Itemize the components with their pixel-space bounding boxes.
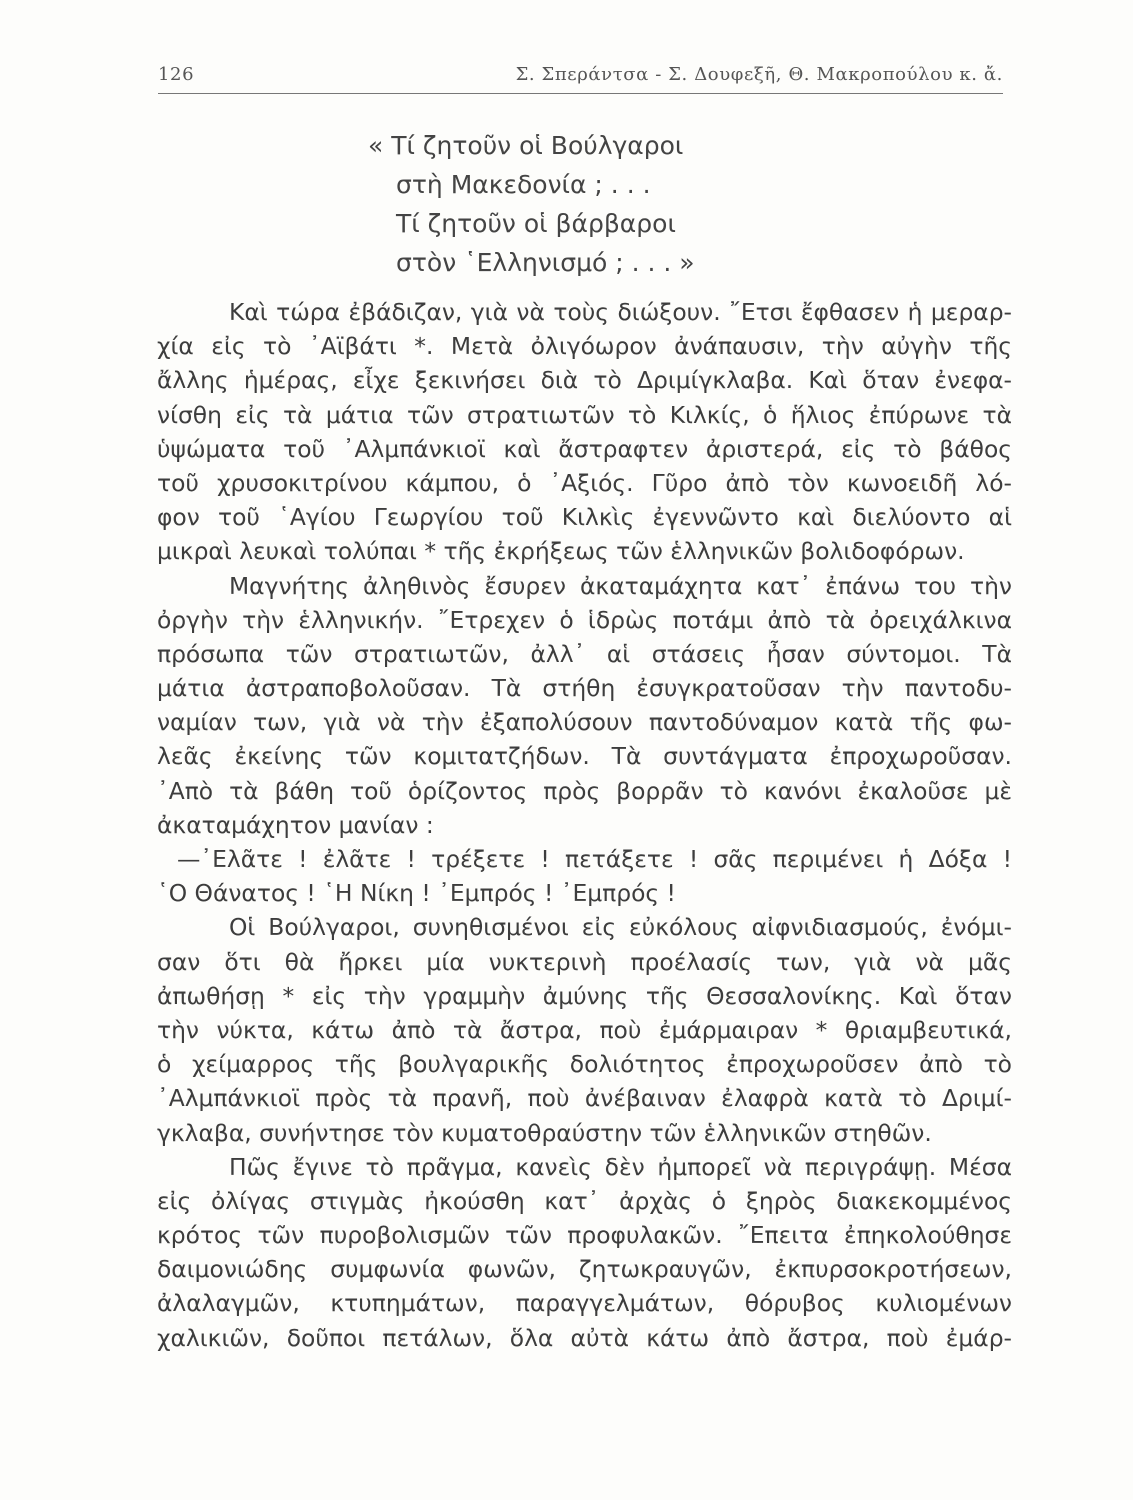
poem-quote (368, 126, 695, 282)
text-line: ὁ χείμαρρος τῆς βουλγαρικῆς δολιότητος ἐπροχωροῦσεν ἀπὸ τὸ (157, 1050, 1012, 1079)
poem-line: στὸν ῾Ελληνισμό ; . . . » (396, 248, 695, 277)
text-line: ὀργὴν τὴν ἑλληνικήν. ῎Ετρεχεν ὁ ἱδρὼς ποτάμι ἀπὸ τὰ ὀρειχάλκινα (157, 605, 1012, 634)
text-line: ῾Ο Θάνατος ! ῾Η Νίκη ! ᾿Εμπρός ! ᾿Εμπρός ! (157, 879, 676, 908)
text-line: τὴν νύκτα, κάτω ἀπὸ τὰ ἄστρα, ποὺ ἐμάρμαιραν * θριαμβευτικά, (157, 1015, 1012, 1044)
header-rule (158, 93, 1003, 94)
text-line: δαιμονιώδης συμφωνία φωνῶν, ζητωκραυγῶν, ἐκπυρσοκροτήσεων, (157, 1255, 1012, 1284)
text-line: ᾿Αλμπάνκιοϊ πρὸς τὰ πρανῆ, ποὺ ἀνέβαιναν ἐλαφρὰ κατὰ τὸ Δριμί- (157, 1084, 1012, 1113)
text-line: ὑψώματα τοῦ ᾿Αλμπάνκιοϊ καὶ ἄστραφτεν ἀριστερά, εἰς τὸ βάθος (157, 434, 1012, 463)
poem-line: Τί ζητοῦν οἱ βάρβαροι (396, 209, 676, 238)
text-line: κρότος τῶν πυροβολισμῶν τῶν προφυλακῶν. ῎Επειτα ἐπηκολούθησε (157, 1221, 1012, 1250)
text-line: ἄλλης ἡμέρας, εἶχε ξεκινήσει διὰ τὸ Δριμίγκλαβα. Καὶ ὅταν ἐνεφα- (157, 366, 1012, 395)
text-line: φον τοῦ ῾Αγίου Γεωργίου τοῦ Κιλκὶς ἐγεννῶντο καὶ διελύοντο αἱ (157, 503, 1012, 532)
text-line: —᾿Ελᾶτε ! ἐλᾶτε ! τρέξετε ! πετάξετε ! σᾶς περιμένει ἡ Δόξα ! (177, 845, 1012, 873)
text-line: νίσθη εἰς τὰ μάτια τῶν στρατιωτῶν τὸ Κιλκίς, ὁ ἥλιος ἐπύρωνε τὰ (157, 400, 1012, 429)
text-line: χαλικιῶν, δοῦποι πετάλων, ὅλα αὐτὰ κάτω ἀπὸ ἄστρα, ποὺ ἐμάρ- (157, 1323, 1012, 1352)
text-line: ἀπωθήσῃ * εἰς τὴν γραμμὴν ἀμύνης τῆς Θεσσαλονίκης. Καὶ ὅταν (157, 981, 1012, 1010)
page-number: 126 (158, 64, 195, 85)
text-line: Καὶ τώρα ἐβάδιζαν, γιὰ νὰ τοὺς διώξουν. ῎Ετσι ἔφθασεν ἡ μεραρ- (229, 298, 1012, 326)
text-line: γκλαβα, συνήντησε τὸν κυματοθραύστην τῶν ἑλληνικῶν στηθῶν. (157, 1118, 932, 1147)
text-line: εἰς ὀλίγας στιγμὰς ἠκούσθη κατ᾿ ἀρχὰς ὁ ξηρὸς διακεκομμένος (157, 1186, 1012, 1215)
text-line: Μαγνήτης ἀληθινὸς ἔσυρεν ἀκαταμάχητα κατ᾿ ἐπάνω του τὴν (229, 571, 1012, 600)
text-line: χία εἰς τὸ ᾿Αϊβάτι *. Μετὰ ὀλιγόωρον ἀνάπαυσιν, τὴν αὐγὴν τῆς (157, 332, 1012, 361)
text-line: Πῶς ἔγινε τὸ πρᾶγμα, κανεὶς δὲν ἠμπορεῖ νὰ περιγράψῃ. Μέσα (229, 1152, 1012, 1181)
text-line: μικραὶ λευκαὶ τολύπαι * τῆς ἐκρήξεως τῶν ἑλληνικῶν βολιδοφόρων. (157, 537, 965, 566)
text-line: λεᾶς ἐκείνης τῶν κομιτατζήδων. Τὰ συντάγματα ἐπροχωροῦσαν. (157, 742, 1012, 771)
text-line: ἀκαταμάχητον μανίαν : (157, 810, 434, 839)
text-line: σαν ὅτι θὰ ἤρκει μία νυκτερινὴ προέλασίς των, γιὰ νὰ μᾶς (157, 947, 1012, 976)
text-line: Οἱ Βούλγαροι, συνηθισμένοι εἰς εὐκόλους αἰφνιδιασμούς, ἐνόμι- (229, 913, 1012, 942)
text-line: μάτια ἀστραποβολοῦσαν. Τὰ στήθη ἐσυγκρατοῦσαν τὴν παντοδυ- (157, 674, 1012, 703)
body-text (157, 295, 1012, 1355)
text-line: ναμίαν των, γιὰ νὰ τὴν ἐξαπολύσουν παντοδύναμον κατὰ τῆς φω- (157, 708, 1012, 737)
text-line: ᾿Απὸ τὰ βάθη τοῦ ὁρίζοντος πρὸς βορρᾶν τὸ κανόνι ἐκαλοῦσε μὲ (157, 776, 1012, 805)
text-line: ἀλαλαγμῶν, κτυπημάτων, παραγγελμάτων, θόρυβος κυλιομένων (157, 1289, 1012, 1318)
text-line: πρόσωπα τῶν στρατιωτῶν, ἀλλ᾿ αἱ στάσεις ἦσαν σύντομοι. Τὰ (157, 639, 1012, 668)
text-line: τοῦ χρυσοκιτρίνου κάμπου, ὁ ᾿Αξιός. Γῦρο ἀπὸ τὸν κωνοειδῆ λό- (157, 468, 1012, 497)
poem-line: « Τί ζητοῦν οἱ Βούλγαροι (368, 131, 684, 160)
poem-line: στὴ Μακεδονία ; . . . (396, 170, 651, 199)
running-head: Σ. Σπεράντσα - Σ. Δουφεξῆ, Θ. Μακροπούλου κ. ἄ. (515, 64, 1003, 85)
page-header (158, 60, 1003, 90)
